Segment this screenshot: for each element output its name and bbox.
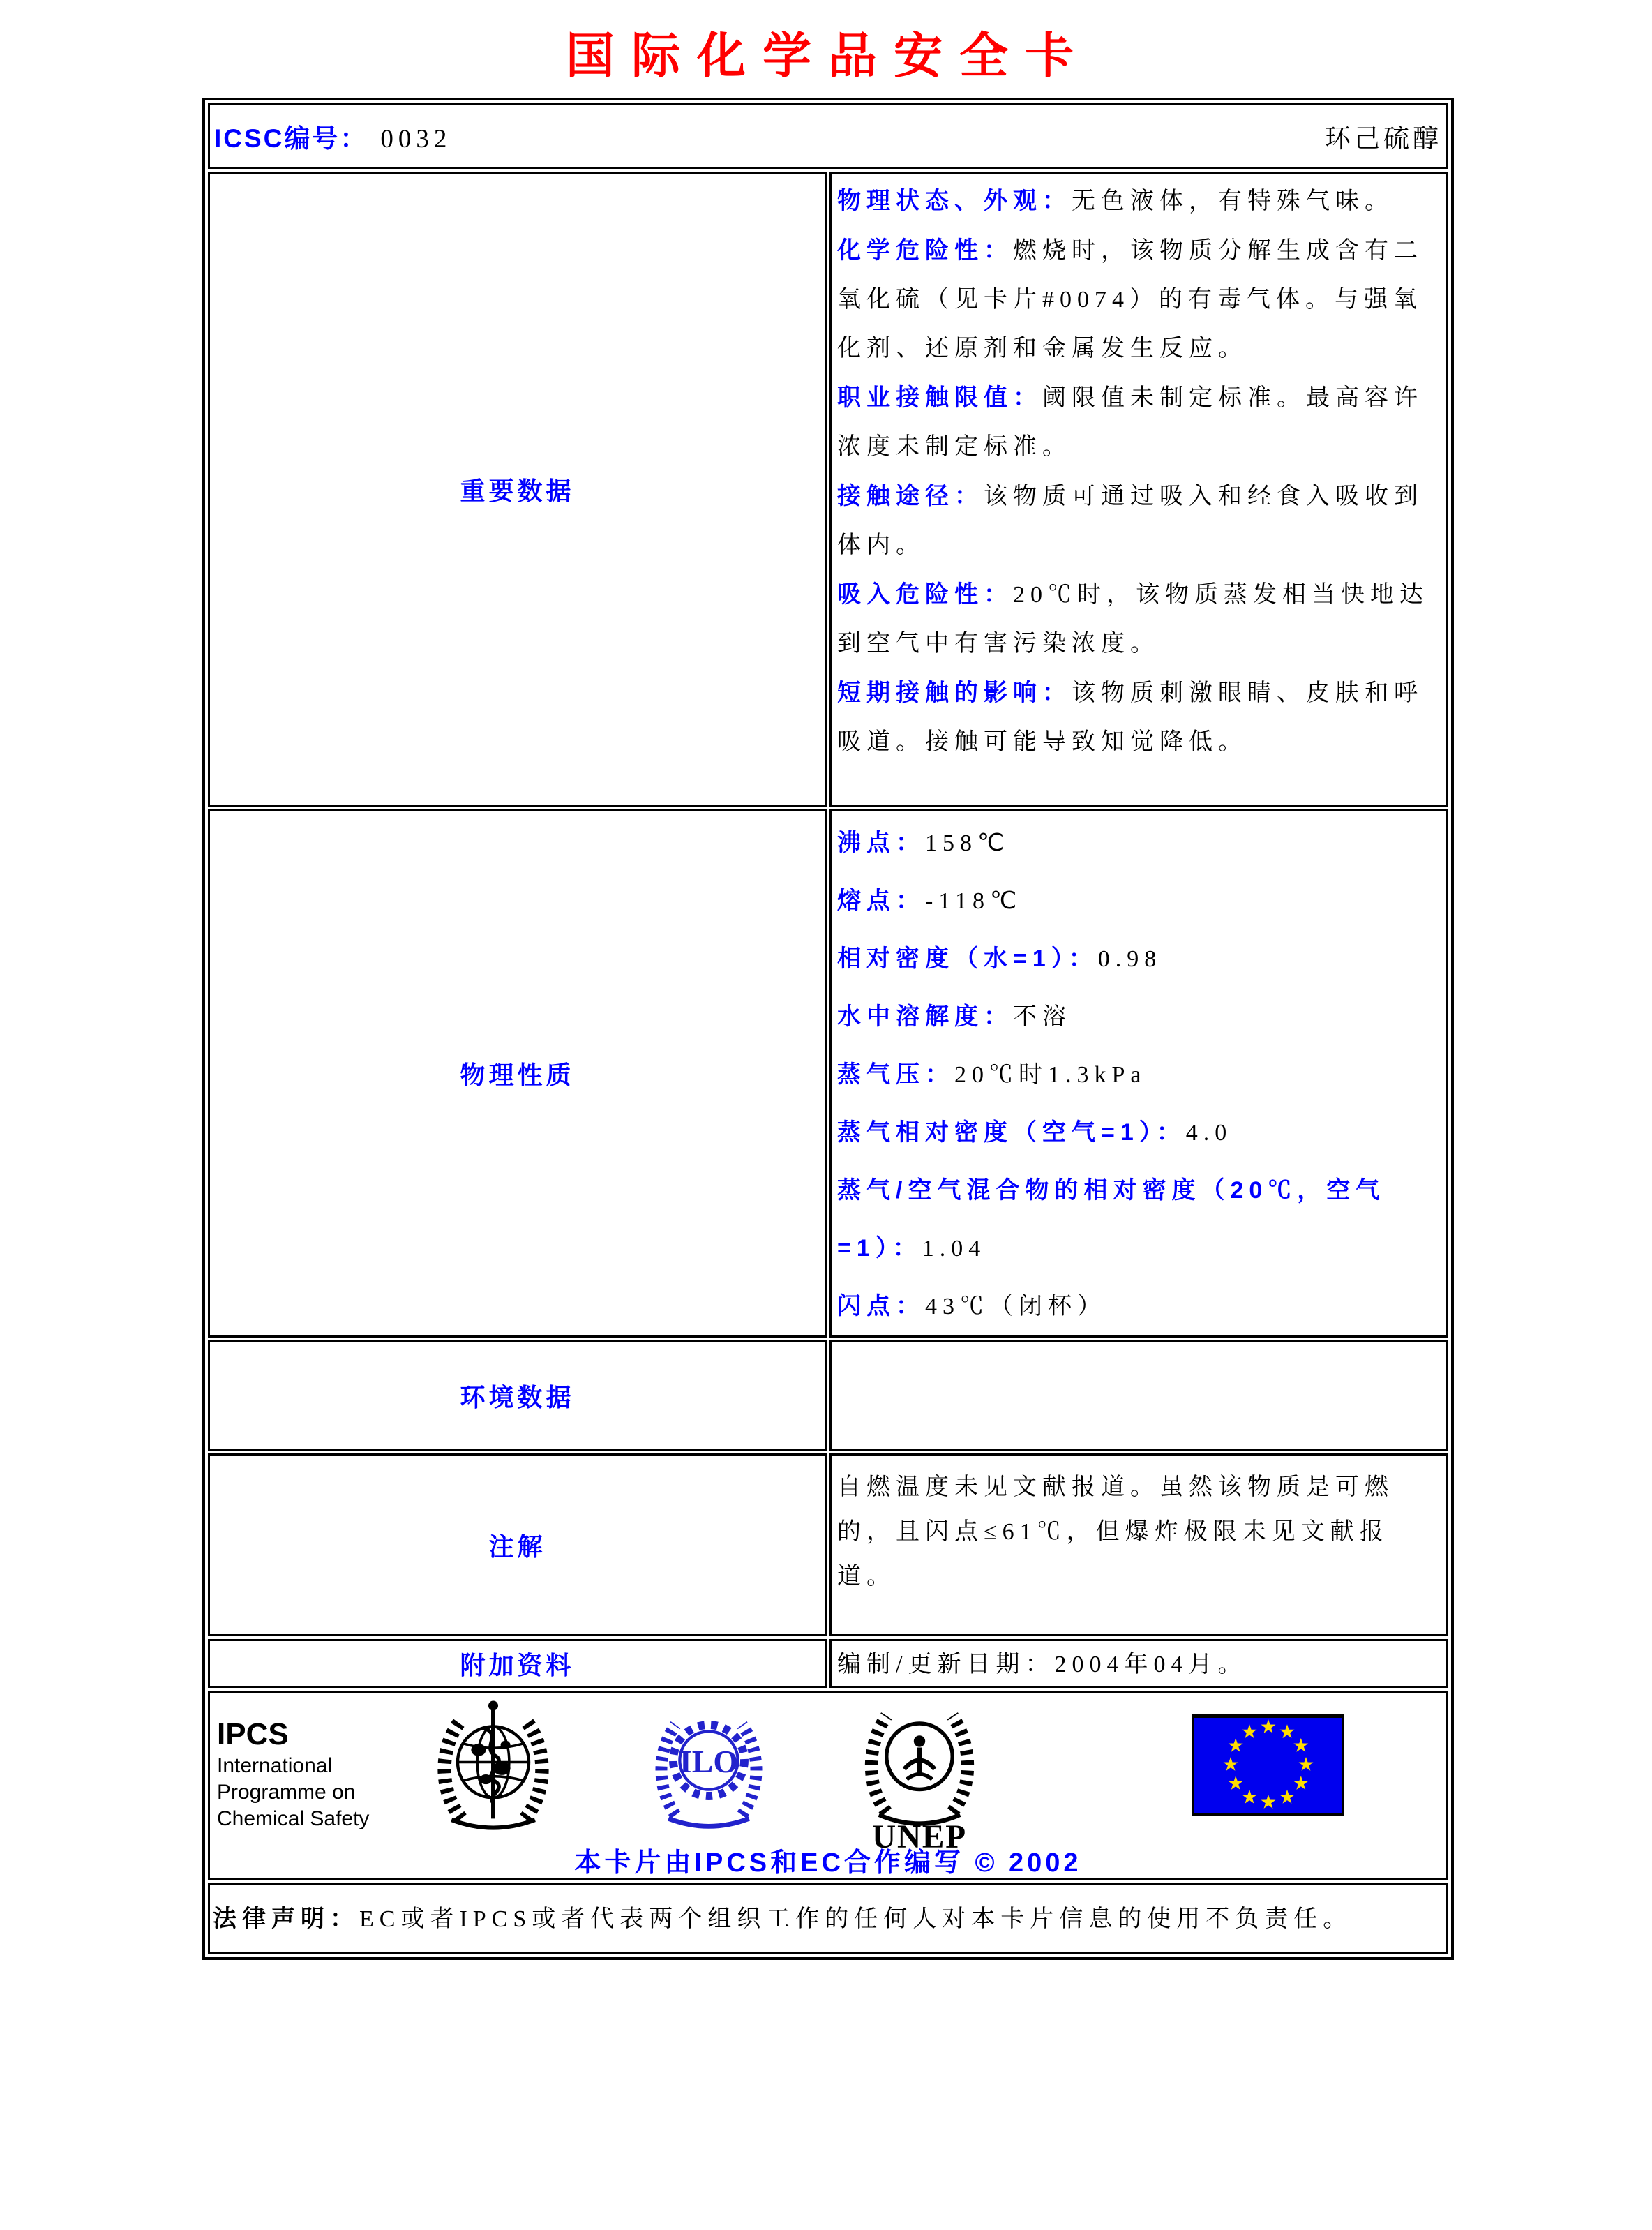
icsc-card-page — [202, 0, 1454, 1960]
legal-text: EC或者IPCS或者代表两个组织工作的任何人对本卡片信息的使用不负责任。 — [359, 1906, 1353, 1932]
section-label-environmental-data: 环境数据 — [208, 1340, 827, 1451]
ipcs-subtitle-line: Chemical Safety — [217, 1807, 370, 1830]
additional-info-row — [208, 1639, 1448, 1688]
who-logo-icon — [432, 1698, 555, 1836]
section-label-important-data: 重要数据 — [208, 172, 827, 807]
credit-line — [210, 1841, 1446, 1879]
ilo-logo-icon — [649, 1701, 768, 1832]
legal-row — [208, 1883, 1448, 1954]
property-row: 相对密度（水=1）：0.98 — [837, 945, 1162, 972]
unep-logo-caption: UNEP — [872, 1819, 967, 1855]
update-date-text: 编制/更新日期：2004年04月。 — [837, 1652, 1247, 1677]
property-row: 物理状态、外观：无色液体，有特殊气味。 — [837, 188, 1394, 214]
physical-properties-row — [208, 809, 1448, 1338]
important-data-row — [208, 172, 1448, 807]
eu-flag-icon — [1192, 1714, 1344, 1816]
property-row: 水中溶解度：不溶 — [837, 1003, 1072, 1030]
copyright-text: © 2002 — [975, 1848, 1082, 1878]
section-label-physical-properties: 物理性质 — [208, 809, 827, 1338]
section-label-notes: 注解 — [208, 1453, 827, 1636]
legal-cell — [208, 1883, 1448, 1954]
ipcs-subtitle-line: International — [217, 1754, 333, 1777]
notes-text: 自燃温度未见文献报道。虽然该物质是可燃的，且闪点≤61℃，但爆炸极限未见文献报道。 — [837, 1474, 1394, 1589]
icsc-number: 0032 — [380, 125, 452, 154]
property-row: 蒸气压：20℃时1.3kPa — [837, 1061, 1147, 1088]
property-row: 吸入危险性：20℃时，该物质蒸发相当快地达到空气中有害污染浓度。 — [837, 581, 1429, 657]
icsc-number-label: ICSC编号： — [214, 124, 368, 153]
environmental-data-content — [829, 1340, 1448, 1451]
property-row: 蒸气相对密度（空气=1）：4.0 — [837, 1119, 1233, 1146]
property-row: 短期接触的影响：该物质刺激眼睛、皮肤和呼吸道。接触可能导致知觉降低。 — [837, 680, 1423, 755]
ipcs-subtitle-line: Programme on — [217, 1781, 356, 1804]
property-row: 化学危险性：燃烧时，该物质分解生成含有二氧化硫（见卡片#0074）的有毒气体。与强氧化剂、还原剂和金属发生反应。 — [837, 237, 1423, 361]
icsc-card-table — [202, 98, 1454, 1960]
card-header-cell — [208, 103, 1448, 169]
ilo-logo-text: ILO — [679, 1744, 739, 1779]
important-data-content — [829, 172, 1448, 807]
property-row: 闪点：43℃（闭杯） — [837, 1293, 1106, 1319]
ipcs-title: IPCS — [217, 1717, 289, 1751]
physical-properties-content — [829, 809, 1448, 1338]
page-title: 国际化学品安全卡 — [566, 29, 1090, 83]
legal-notice — [210, 1894, 1446, 1944]
notes-content — [829, 1453, 1448, 1636]
additional-info-content — [829, 1639, 1448, 1688]
property-row: 接触途径：该物质可通过吸入和经食入吸收到体内。 — [837, 483, 1423, 558]
property-row: 熔点：-118℃ — [837, 888, 1023, 914]
logos-row — [208, 1691, 1448, 1880]
section-label-additional-info: 附加资料 — [208, 1639, 827, 1688]
property-row: 蒸气/空气混合物的相对密度（20℃，空气=1）：1.04 — [837, 1177, 1386, 1262]
unep-logo-icon — [856, 1696, 983, 1855]
legal-label: 法律声明： — [213, 1905, 359, 1932]
property-row: 职业接触限值：阈限值未制定标准。最高容许浓度未制定标准。 — [837, 384, 1423, 460]
credit-text: 本卡片由IPCS和EC合作编写 — [574, 1848, 964, 1878]
logos-cell — [208, 1691, 1448, 1880]
chemical-name: 环己硫醇 — [1325, 125, 1442, 154]
environmental-data-row — [208, 1340, 1448, 1451]
card-header-row — [208, 103, 1448, 169]
ipcs-text-block — [217, 1716, 369, 1832]
notes-row — [208, 1453, 1448, 1636]
property-row: 沸点：158℃ — [837, 830, 1010, 856]
